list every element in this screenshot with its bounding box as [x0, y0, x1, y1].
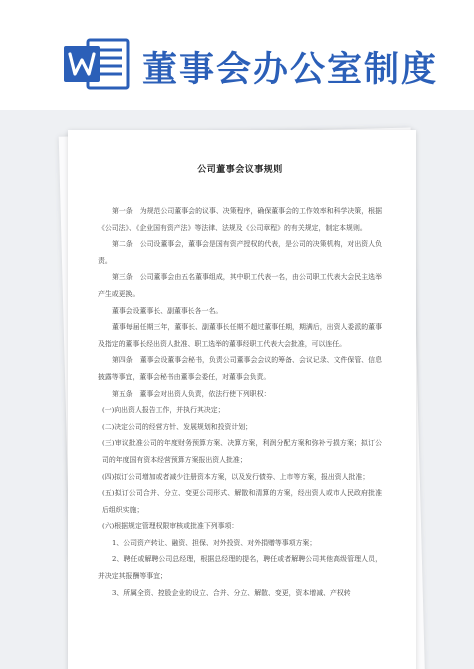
document-page	[68, 130, 416, 669]
banner	[0, 0, 474, 110]
paragraph: 第五条 董事会对出资人负责，依法行使下列职权：	[112, 389, 271, 398]
paragraph: 董事会设董事长、副董事长各一名。	[112, 306, 223, 315]
paragraph: 第一条 为规范公司董事会的议事、决策程序，确保董事会的工作效率和科学决策，根据《公司法》、《企业国有资产法》等法律、法规及《公司章程》的有关规定，制定本规则。	[98, 207, 382, 232]
document-preview	[0, 110, 474, 669]
list-item: (六)根据规定管理权限审核或批准下列事项：	[102, 522, 239, 531]
document-title: 公司董事会议事规则	[197, 165, 283, 175]
paragraph: 第四条 董事会设董事会秘书，负责公司董事会会议的筹备、会议记录、文件保管、信息披露等事宜，董事会秘书由董事会委任，对董事会负责。	[98, 356, 382, 381]
paragraph: 第二条 公司设董事会，董事会是国有资产授权的代表，是公司的决策机构，对出资人负责。	[98, 240, 382, 265]
list-item: (一)向出资人报告工作，并执行其决定；	[102, 406, 225, 415]
list-item: 1、公司资产转让、融资、担保、对外投资、对外捐赠等事项方案；	[112, 538, 317, 547]
list-item: 2、聘任或解聘公司总经理，根据总经理的提名，聘任或者解聘公司其他高级管理人员，并决定其报酬等事宜；	[98, 555, 382, 581]
paragraph: 第三条 公司董事会由五名董事组成，其中职工代表一名，由公司职工代表大会民主选举产生或更换。	[98, 273, 382, 298]
word-document-icon	[62, 36, 130, 92]
list-item: (二)决定公司的经营方针、发展规划和投资计划；	[102, 422, 253, 431]
list-item: (五)拟订公司合并、分立、变更公司形式、解散和清算的方案，经出资人或市人民政府批准后组织实施；	[102, 489, 382, 514]
list-item: (四)拟订公司增加或者减少注册资本方案，以及发行债券、上市等方案，报出资人批准；	[102, 472, 370, 481]
paragraph: 董事每届任期三年，董事长、副董事长任期不超过董事任期，期满后，出资人委派的董事及指定的董事长经出资人批准、职工选举的董事经职工代表大会批准，可以连任。	[98, 323, 382, 348]
banner-title: 董事会办公室制度	[142, 50, 439, 90]
list-item: 3、所属全资、控股企业的设立、合并、分立、解散、变更，资本增减、产权转	[112, 588, 351, 597]
list-item: (三)审议批准公司的年度财务预算方案、决算方案，利润分配方案和弥补亏损方案；拟订公司的年度国有资本经营预算方案报出资人批准；	[102, 439, 382, 464]
